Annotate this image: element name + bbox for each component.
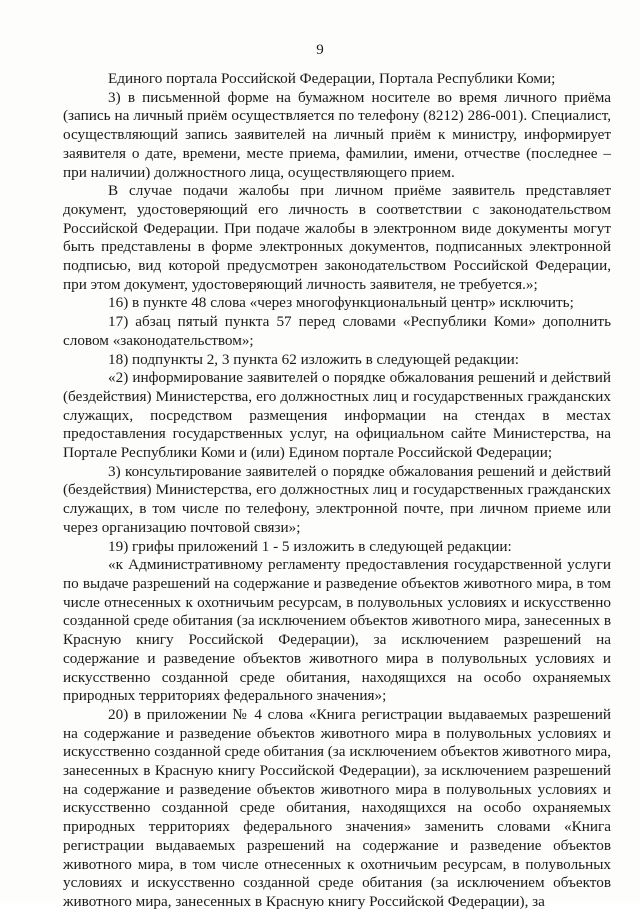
paragraph-item-19: 19) грифы приложений 1 - 5 изложить в следующей редакции: bbox=[108, 537, 512, 555]
document-body bbox=[63, 70, 611, 912]
paragraph-subitem-3: 3) консультирование заявителей о порядке обжалования решений и действий (бездействия) Министерства, его должностных лиц и государственных гражданских служащих, в том числе по телефону, электронной почте, при личном приеме или через организацию почтовой связи»; bbox=[63, 462, 611, 536]
paragraph-complaint-in-person: В случае подачи жалобы при личном приёме заявитель представляет документ, удостоверяющий его личность в соответствии с законодательством Российской Федерации. При подаче жалобы в электронном виде документы могут быть представлены в форме электронных документов, подписанных электронной подписью, вид которой предусмотрен законодательством Российской Федерации, при этом документ, удостоверяющий личность заявителя, не требуется.»; bbox=[63, 182, 611, 293]
paragraph-item-20: 20) в приложении № 4 слова «Книга регистрации выдаваемых разрешений на содержание и разведение объектов животного мира в полувольных условиях и искусственно созданной среде обитания (за исключением объектов животного мира, занесенных в Красную книгу Российской Федерации), за исключением разрешений на содержание и разведение объектов животного мира в полувольных условиях и искусственно созданной среде обитания, находящихся на особо охраняемых природных территориях федерального значения» заменить словами «Книга регистрации выдаваемых разрешений на содержание и разведение объектов животного мира, в том числе отнесенных к охотничьим ресурсам, в полувольных условиях и искусственно созданной среде обитания (за исключением объектов животного мира, занесенных в Красную книгу Российской Федерации), за bbox=[63, 705, 611, 910]
page-number: 9 bbox=[316, 42, 324, 58]
paragraph-annex-heading: «к Административному регламенту предоставления государственной услуги по выдаче разрешений на содержание и разведение объектов животного мира, в том числе отнесенных к охотничьим ресурсам, в полувольных условиях и искусственно созданной среде обитания (за исключением объектов животного мира, занесенных в Красную книгу Российской Федерации), за исключением разрешений на содержание и разведение объектов животного мира в полувольных условиях и искусственно созданной среде обитания, находящихся на особо охраняемых природных территориях федерального значения»; bbox=[63, 556, 611, 705]
paragraph-item-3-written-form: 3) в письменной форме на бумажном носителе во время личного приёма (запись на личный приём осуществляется по телефону (8212) 286-001). Специалист, осуществляющий запись заявителей на личный приём к министру, информирует заявителя о дате, времени, месте приема, фамилии, имени, отчестве (последнее – при наличии) должностного лица, осуществляющего прием. bbox=[63, 88, 611, 181]
paragraph-item-18: 18) подпункты 2, 3 пункта 62 изложить в следующей редакции: bbox=[108, 350, 520, 368]
paragraph-subitem-2: «2) информирование заявителей о порядке обжалования решений и действий (бездействия) Министерства, его должностных лиц и государственных гражданских служащих, посредством размещения информации на стендах в местах предоставления государственных услуг, на официальном сайте Министерства, на Портале Республики Коми и (или) Едином портале Российской Федерации; bbox=[63, 369, 611, 462]
paragraph-item-16: 16) в пункте 48 слова «через многофункциональный центр» исключить; bbox=[108, 294, 574, 312]
paragraph-item-17: 17) абзац пятый пункта 57 перед словами «Республики Коми» дополнить словом «законодательством»; bbox=[63, 313, 611, 349]
paragraph-portal-continuation: Единого портала Российской Федерации, Портала Республики Коми; bbox=[108, 70, 556, 87]
